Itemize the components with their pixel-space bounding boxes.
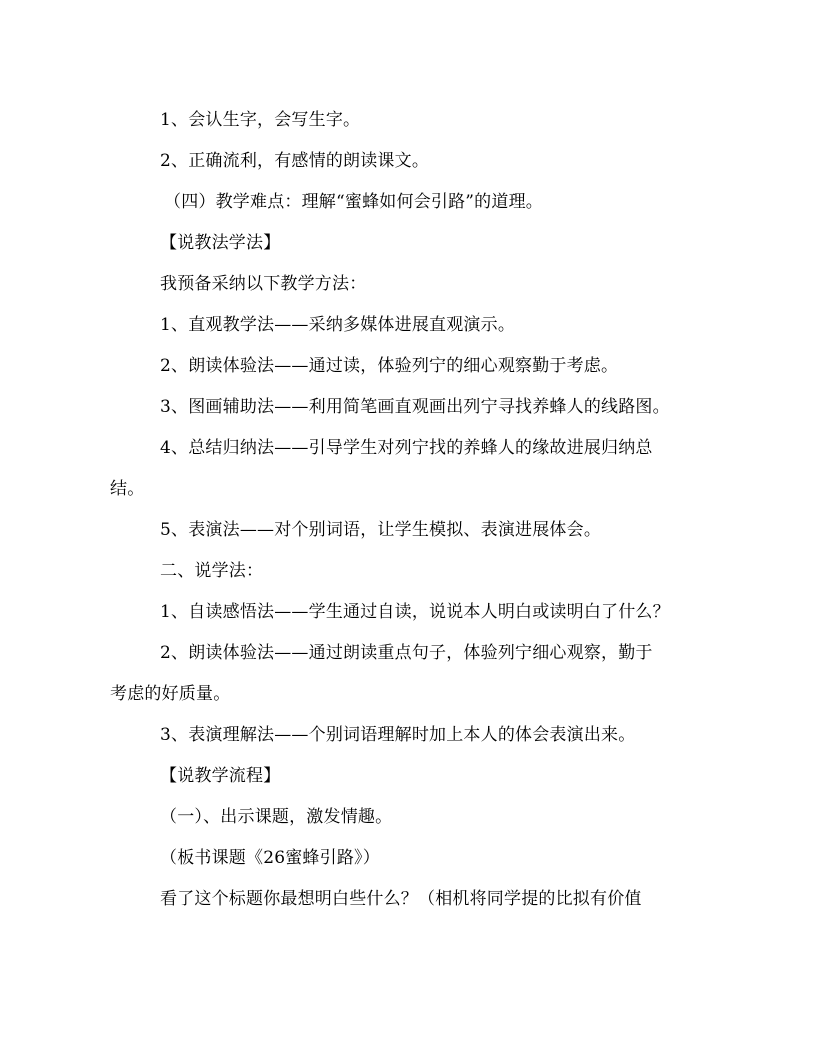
list-item: 4、总结归纳法——引导学生对列宁找的养蜂人的缘故进展归纳总: [160, 438, 653, 458]
list-item: 3、表演理解法——个别词语理解时加上本人的体会表演出来。: [160, 725, 636, 745]
section-heading: 二、说学法：: [160, 561, 264, 581]
section-heading: 【说教法学法】: [160, 233, 281, 253]
list-item-continuation: 考虑的好质量。: [110, 684, 231, 704]
text-line: （一）、出示课题，激发情趣。: [160, 807, 393, 827]
section-heading: （四）教学难点：理解“蜜蜂如何会引路”的道理。: [164, 192, 543, 212]
text-line: 看了这个标题你最想明白些什么？（相机将同学提的比拟有价值: [160, 889, 642, 909]
list-item: 5、表演法——对个别词语，让学生模拟、表演进展体会。: [160, 520, 602, 540]
list-item: 3、图画辅助法——利用简笔画直观画出列宁寻找养蜂人的线路图。: [160, 397, 670, 417]
section-heading: 【说教学流程】: [160, 766, 281, 786]
list-item: 2、朗读体验法——通过读，体验列宁的细心观察勤于考虑。: [160, 356, 619, 376]
list-item: 1、自读感悟法——学生通过自读，说说本人明白或读明白了什么？: [160, 602, 670, 622]
text-line: 我预备采纳以下教学方法：: [160, 274, 367, 294]
list-item: 1、直观教学法——采纳多媒体进展直观演示。: [160, 315, 516, 335]
list-item-continuation: 结。: [110, 479, 145, 499]
text-line: （板书课题《26蜜蜂引路》）: [160, 848, 380, 868]
text-line: 1、会认生字，会写生字。: [160, 110, 361, 130]
list-item: 2、朗读体验法——通过朗读重点句子，体验列宁细心观察，勤于: [160, 643, 653, 663]
text-line: 2、正确流利，有感情的朗读课文。: [160, 151, 430, 171]
